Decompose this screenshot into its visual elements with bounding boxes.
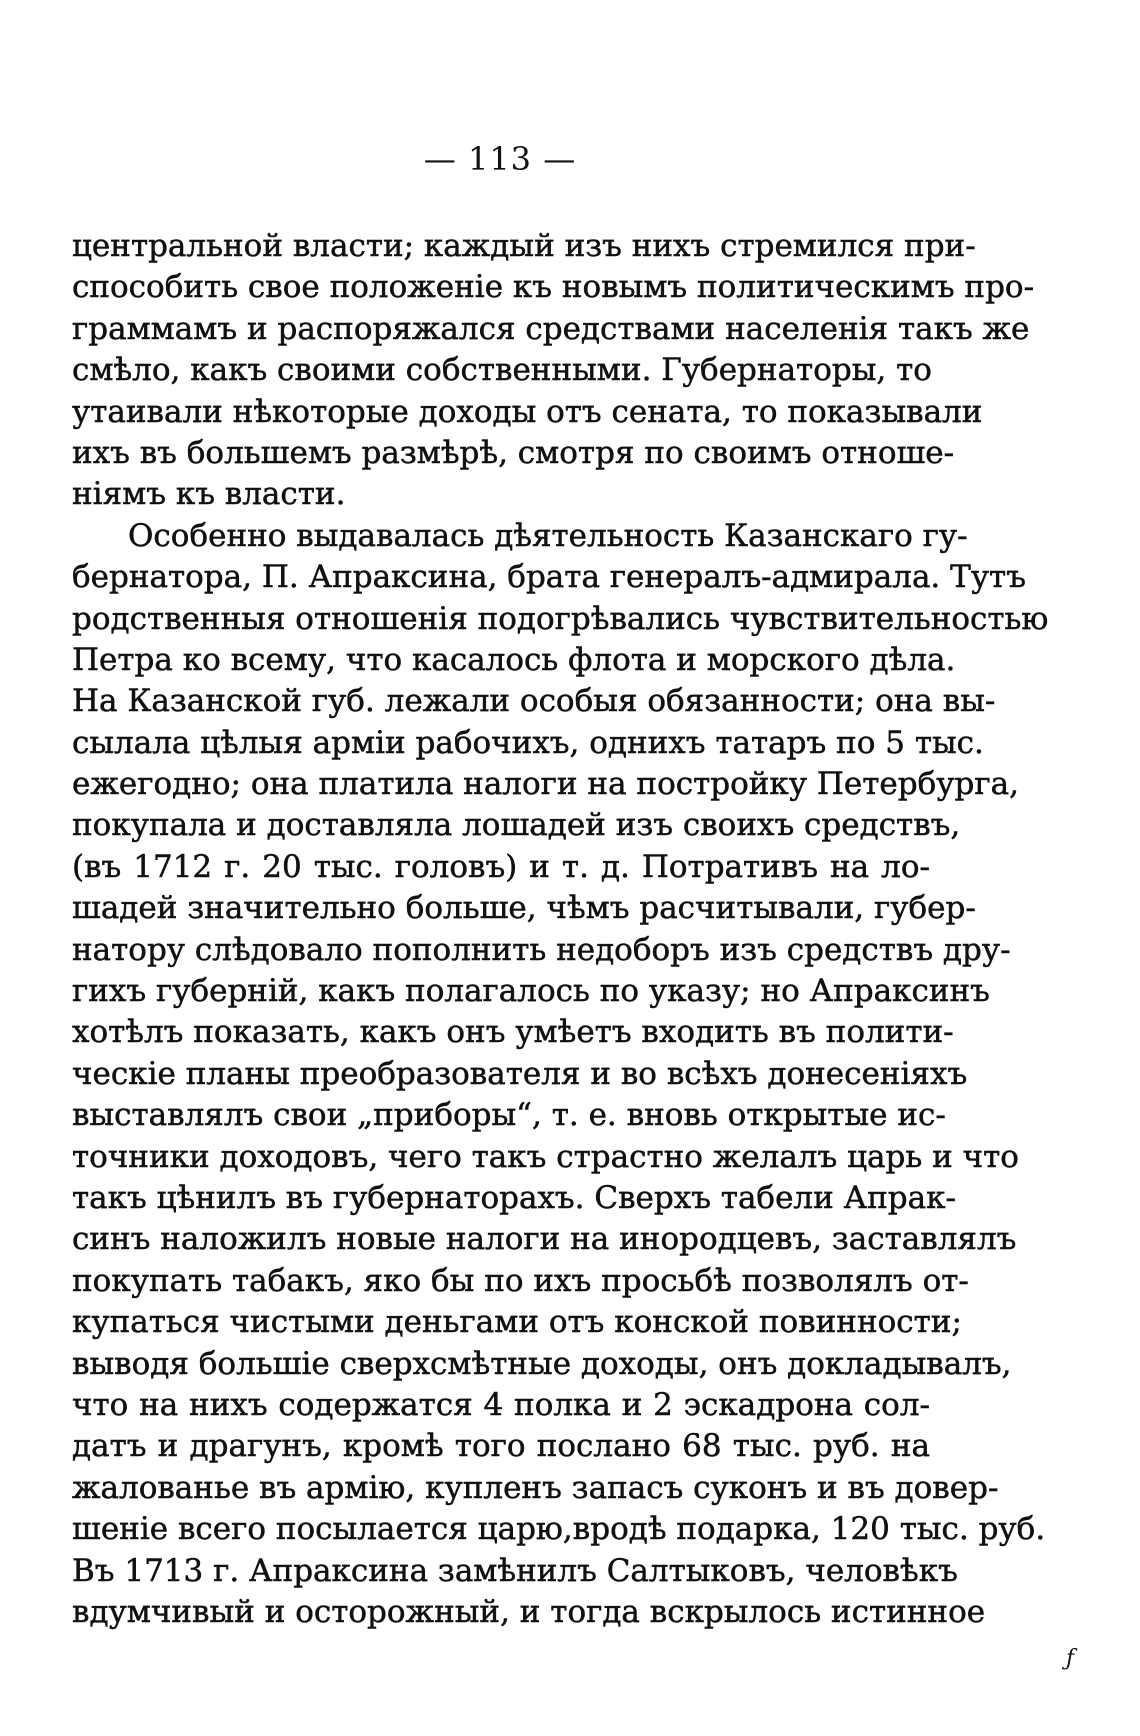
text-line: Петра ко всему, что касалось флота и морского дѣла. xyxy=(72,641,956,678)
text-line: центральной власти; каждый изъ нихъ стремился при- xyxy=(72,228,976,264)
page-body xyxy=(72,226,1049,1633)
text-line: (въ 1712 г. 20 тыс. головъ) и т. д. Потративъ на ло- xyxy=(72,848,930,885)
text-line: гихъ губерній, какъ полагалось по указу; но Апраксинъ xyxy=(72,973,990,1010)
text-line: вдумчивый и осторожный, и тогда вскрылось истинное xyxy=(72,1593,986,1630)
text-line: выставлялъ свои „приборы“, т. е. вновь открытые ис- xyxy=(72,1097,946,1134)
text-line: купаться чистыми деньгами отъ конской повинности; xyxy=(72,1304,962,1341)
text-line: ніямъ къ власти. xyxy=(72,476,346,513)
text-line: Особенно выдавалась дѣятельность Казанскаго гу- xyxy=(128,517,968,554)
text-line: синъ наложилъ новые налоги на инородцевъ, заставлялъ xyxy=(72,1221,1017,1258)
text-line: что на нихъ содержатся 4 полка и 2 эскадрона сол- xyxy=(72,1386,930,1423)
text-line: ческіе планы преобразователя и во всѣхъ донесеніяхъ xyxy=(72,1055,968,1092)
text-line: ихъ въ большемъ размѣрѣ, смотря по своимъ отноше- xyxy=(72,434,955,471)
page-number: — 113 — xyxy=(423,140,577,178)
text-line: сылала цѣлыя арміи рабочихъ, однихъ татаръ по 5 тыс. xyxy=(72,724,984,761)
text-line: выводя большіе сверхсмѣтные доходы, онъ докладывалъ, xyxy=(72,1345,1012,1382)
text-line: датъ и драгунъ, кромѣ того послано 68 тыс. руб. на xyxy=(72,1428,930,1465)
text-line: такъ цѣнилъ въ губернаторахъ. Сверхъ табели Апрак- xyxy=(72,1179,956,1216)
text-line: покупала и доставляла лошадей изъ своихъ средствъ, xyxy=(72,807,961,844)
text-line: шадей значительно больше, чѣмъ расчитывали, губер- xyxy=(72,890,976,927)
text-line: Въ 1713 г. Апраксина замѣнилъ Салтыковъ, человѣкъ xyxy=(72,1552,958,1589)
margin-mark: ƒ xyxy=(1066,1646,1075,1671)
text-line: граммамъ и распоряжался средствами населенія такъ же xyxy=(72,310,1030,347)
text-line: точники доходовъ, чего такъ страстно желалъ царь и что xyxy=(72,1138,1019,1175)
text-line: утаивали нѣкоторые доходы отъ сената, то показывали xyxy=(72,393,983,430)
text-line: бернатора, П. Апраксина, брата генералъ-адмирала. Тутъ xyxy=(72,559,1026,596)
text-line: хотѣлъ показать, какъ онъ умѣетъ входить въ полити- xyxy=(72,1014,954,1051)
text-line: покупать табакъ, яко бы по ихъ просьбѣ позволялъ от- xyxy=(72,1262,969,1299)
text-line: натору слѣдовало пополнить недоборъ изъ средствъ дру- xyxy=(72,931,1011,968)
paragraph xyxy=(72,226,1035,516)
text-line: родственныя отношенія подогрѣвались чувствительностью xyxy=(72,600,1049,637)
text-line: шеніе всего посылается царю,вродѣ подарка, 120 тыс. руб. xyxy=(72,1511,1046,1548)
text-line: смѣло, какъ своими собственными. Губернаторы, то xyxy=(72,352,932,389)
text-line: ежегодно; она платила налоги на постройку Петербурга, xyxy=(72,766,1019,803)
text-line: На Казанской губ. лежали особыя обязанности; она вы- xyxy=(72,683,996,720)
text-line: способить свое положеніе къ новымъ политическимъ про- xyxy=(72,269,1035,306)
text-line: жалованье въ армію, купленъ запасъ суконъ и въ довер- xyxy=(72,1469,999,1506)
paragraph xyxy=(72,516,1049,1634)
